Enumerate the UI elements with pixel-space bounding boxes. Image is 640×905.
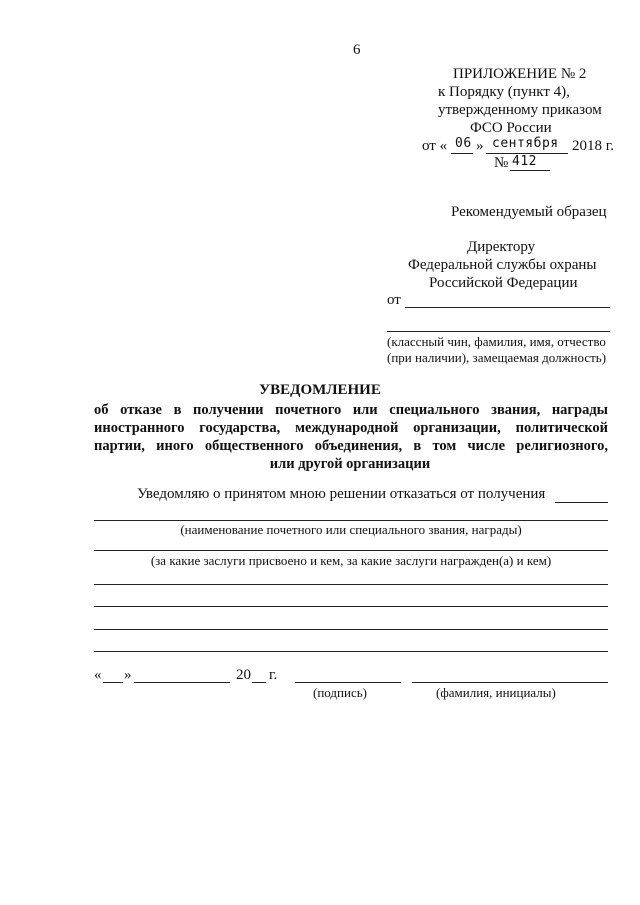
appendix-date-mid: » bbox=[476, 138, 484, 154]
appendix-line1: к Порядку (пункт 4), bbox=[438, 84, 570, 100]
notice-line3: партии, иного общественного объединения, в том числе религиозного, bbox=[94, 438, 608, 454]
blank-line-4[interactable] bbox=[94, 651, 608, 652]
appendix-date-month: сентября bbox=[492, 136, 559, 151]
appendix-number-value: 412 bbox=[512, 154, 537, 169]
appendix-line3: ФСО России bbox=[470, 120, 552, 136]
sig-year-suffix: г. bbox=[269, 667, 278, 683]
sig-signature-line[interactable] bbox=[295, 682, 401, 683]
notice-line4: или другой организации bbox=[269, 456, 431, 472]
appendix-date-prefix: от « bbox=[422, 138, 448, 154]
sig-name-hint: (фамилия, инициалы) bbox=[436, 685, 556, 700]
sig-name-line[interactable] bbox=[412, 682, 608, 683]
statement-tail-line[interactable] bbox=[555, 502, 608, 503]
blank-line-2[interactable] bbox=[94, 606, 608, 607]
appendix-number-prefix: № bbox=[494, 155, 509, 171]
blank-line-1[interactable] bbox=[94, 584, 608, 585]
sig-sign-hint: (подпись) bbox=[313, 685, 367, 700]
notice-line2: иностранного государства, международной организации, политической bbox=[94, 420, 608, 436]
addressee-from-label: от bbox=[387, 292, 401, 308]
addressee-hint1: (классный чин, фамилия, имя, отчество bbox=[387, 334, 606, 349]
merit-hint: (за какие заслуги присвоено и кем, за какие заслуги награжден(а) и кем) bbox=[150, 553, 552, 568]
addressee-line1: Директору bbox=[467, 239, 536, 255]
appendix-line2: утвержденному приказом bbox=[438, 102, 602, 118]
form-statement: Уведомляю о принятом мною решении отказаться от получения bbox=[137, 486, 546, 502]
addressee-from-line bbox=[405, 307, 610, 308]
addressee-line2: Федеральной службы охраны bbox=[408, 257, 597, 273]
award-hint: (наименование почетного или специального звания, награды) bbox=[180, 522, 522, 537]
blank-line-3[interactable] bbox=[94, 629, 608, 630]
appendix-title: ПРИЛОЖЕНИЕ № 2 bbox=[453, 66, 587, 82]
sig-month-line[interactable] bbox=[134, 682, 230, 683]
page-number: 6 bbox=[353, 42, 361, 58]
notice-line1: об отказе в получении почетного или специального звания, награды bbox=[94, 402, 608, 418]
number-underline bbox=[510, 170, 550, 171]
notice-title: УВЕДОМЛЕНИЕ bbox=[259, 382, 381, 398]
sig-open-quote: « bbox=[94, 667, 102, 683]
sig-year-line[interactable] bbox=[252, 682, 266, 683]
addressee-hint2: (при наличии), замещаемая должность) bbox=[387, 350, 607, 365]
date-day-underline bbox=[451, 153, 473, 154]
award-name-line[interactable] bbox=[94, 520, 608, 521]
appendix-date-day: 06 bbox=[455, 136, 472, 151]
sig-close-quote: » bbox=[124, 667, 132, 683]
addressee-second-line bbox=[387, 331, 610, 332]
merit-line[interactable] bbox=[94, 550, 608, 551]
appendix-date-year: 2018 г. bbox=[572, 138, 614, 154]
sig-year-prefix: 20 bbox=[236, 667, 251, 683]
recommended-label: Рекомендуемый образец bbox=[451, 204, 607, 220]
sig-day-line[interactable] bbox=[103, 682, 123, 683]
addressee-line3: Российской Федерации bbox=[429, 275, 578, 291]
